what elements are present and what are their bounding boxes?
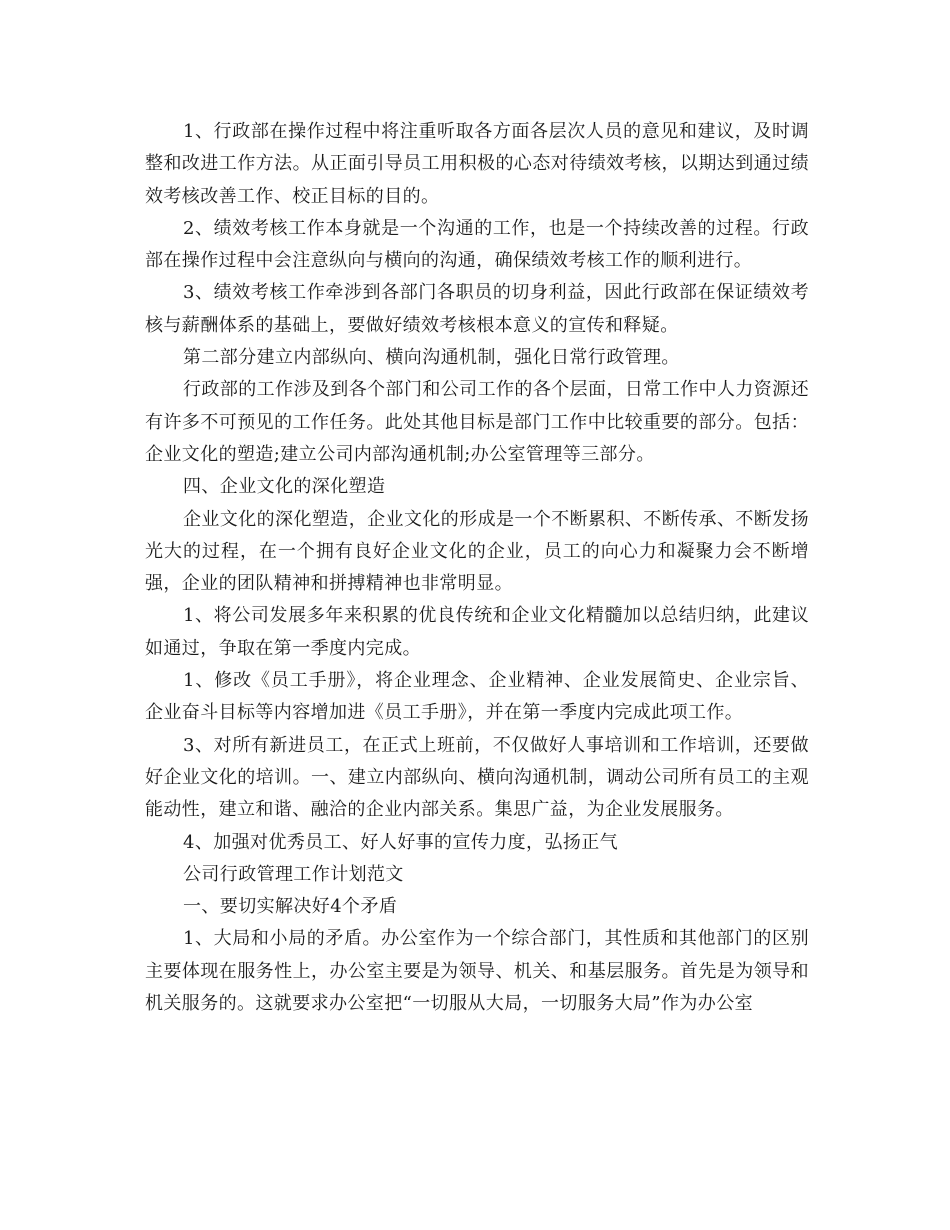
paragraph-8: 1、将公司发展多年来积累的优良传统和企业文化精髓加以总结归纳，此建议如通过，争取在第一季度内完成。: [145, 605, 809, 659]
paragraph-7: 企业文化的深化塑造，企业文化的形成是一个不断累积、不断传承、不断发扬光大的过程，在一个拥有良好企业文化的企业，员工的向心力和凝聚力会不断增强，企业的团队精神和拼搏精神也非常明显。: [145, 508, 809, 595]
paragraph-5: 行政部的工作涉及到各个部门和公司工作的各个层面，日常工作中人力资源还有许多不可预见的工作任务。此处其他目标是部门工作中比较重要的部分。包括：企业文化的塑造;建立公司内部沟通机制;办公室管理等三部分。: [145, 379, 809, 465]
section-heading-contradictions: 一、要切实解决好4个矛盾: [183, 896, 398, 918]
paragraph-10: 3、对所有新进员工，在正式上班前，不仅做好人事培训和工作培训，还要做好企业文化的培训。一、建立内部纵向、横向沟通机制，调动公司所有员工的主观能动性，建立和谐、融洽的企业内部关系。集思广益，为企业发展服务。: [145, 734, 809, 821]
paragraph-1: 1、行政部在操作过程中将注重听取各方面各层次人员的意见和建议，及时调整和改进工作方法。从正面引导员工用积极的心态对待绩效考核，以期达到通过绩效考核改善工作、校正目标的目的。: [145, 121, 809, 207]
document-subtitle: 公司行政管理工作计划范文: [183, 863, 404, 885]
paragraph-11: 4、加强对优秀员工、好人好事的宣传力度，弘扬正气: [183, 831, 619, 853]
section-heading-part-two: 第二部分建立内部纵向、横向沟通机制，强化日常行政管理。: [183, 347, 680, 369]
paragraph-2: 2、绩效考核工作本身就是一个沟通的工作，也是一个持续改善的过程。行政部在操作过程中会注意纵向与横向的沟通，确保绩效考核工作的顺利进行。: [145, 217, 809, 272]
paragraph-9: 1、修改《员工手册》，将企业理念、企业精神、企业发展简史、企业宗旨、企业奋斗目标等内容增加进《员工手册》，并在第一季度内完成此项工作。: [145, 670, 809, 724]
paragraph-14: 1、大局和小局的矛盾。办公室作为一个综合部门，其性质和其他部门的区别主要体现在服务性上，办公室主要是为领导、机关、和基层服务。首先是为领导和机关服务的。这就要求办公室把“一切服从大局，一切服务大局”作为办公室: [145, 928, 809, 1015]
paragraph-3: 3、绩效考核工作牵涉到各部门各职员的切身利益，因此行政部在保证绩效考核与薪酬体系的基础上，要做好绩效考核根本意义的宣传和释疑。: [145, 282, 809, 336]
document-body: [145, 116, 809, 1020]
section-heading-culture: 四、企业文化的深化塑造: [183, 476, 386, 498]
